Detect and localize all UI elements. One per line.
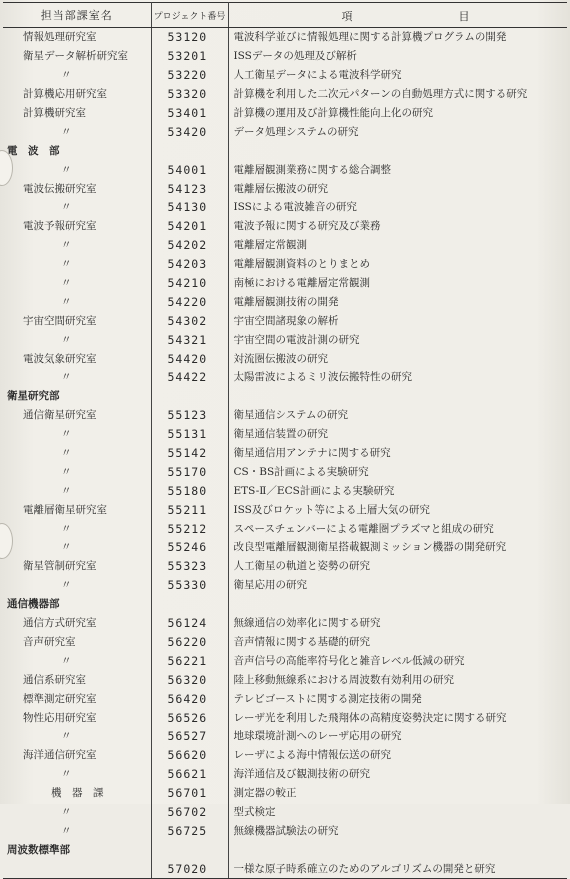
dept-cell	[3, 292, 151, 311]
table-row	[3, 444, 567, 463]
table-row	[3, 406, 567, 425]
dept-cell	[3, 141, 151, 160]
project-code: 53420	[151, 122, 228, 141]
dept-name: 〃	[61, 258, 72, 271]
table-row	[3, 85, 567, 104]
project-subject: 電波予報に関する研究及び業務	[233, 220, 381, 233]
table-row	[3, 462, 567, 481]
dept-name: 物性応用研究室	[23, 711, 97, 724]
project-subject: ISSによる電波雑音の研究	[233, 201, 357, 214]
dept-name: 衛星データ解析研究室	[23, 50, 128, 63]
table-row	[3, 670, 567, 689]
project-code: 55131	[151, 425, 228, 444]
dept-name: 宇宙空間研究室	[23, 314, 97, 327]
project-subject: 地球環境計測へのレーザ応用の研究	[233, 730, 402, 743]
dept-name: 音声研究室	[23, 635, 76, 648]
dept-cell	[3, 670, 151, 689]
project-subject: 計算機の運用及び計算機性能向上化の研究	[233, 107, 433, 119]
project-subject: 衛星通信装置の研究	[233, 428, 328, 441]
table-row	[3, 66, 567, 85]
dept-name: 計算機応用研究室	[23, 88, 107, 101]
dept-cell	[3, 765, 151, 784]
header-code: プロジェクト番号	[151, 3, 228, 28]
table-row	[3, 765, 567, 784]
project-code: 55142	[151, 444, 228, 463]
dept-cell	[3, 104, 151, 123]
dept-cell	[3, 538, 151, 557]
dept-cell	[3, 840, 151, 859]
dept-name: 〃	[61, 428, 72, 441]
project-code: 54220	[151, 292, 228, 311]
dept-cell	[3, 28, 151, 47]
header-subject-b: 目	[458, 10, 471, 23]
table-row	[3, 481, 567, 500]
dept-cell	[3, 821, 151, 840]
project-subject: 宇宙空間の電波計測の研究	[233, 333, 360, 346]
dept-name: 計算機研究室	[23, 107, 86, 119]
dept-cell	[3, 85, 151, 104]
table-row	[3, 368, 567, 387]
dept-name	[3, 863, 61, 875]
table-row	[3, 519, 567, 538]
dept-name: 〃	[61, 768, 72, 781]
table-row	[3, 746, 567, 765]
table-row	[3, 104, 567, 123]
dept-name: 電波伝搬研究室	[23, 182, 97, 195]
dept-cell	[3, 198, 151, 217]
dept-name: 〃	[61, 277, 72, 290]
project-subject: 一様な原子時系確立のためのアルゴリズムの開発と研究	[228, 859, 567, 878]
dept-name: 〃	[61, 125, 72, 138]
dept-cell	[3, 689, 151, 708]
table-row	[3, 633, 567, 652]
project-code: 55211	[151, 500, 228, 519]
table-row	[3, 274, 567, 293]
project-subject: レーザによる海中情報伝送の研究	[233, 749, 391, 762]
table-row	[3, 614, 567, 633]
project-code: 56725	[151, 821, 228, 840]
table-row	[3, 651, 567, 670]
dept-cell	[3, 784, 151, 803]
project-subject: 陸上移動無線系における周波数有効利用の研究	[233, 673, 454, 686]
dept-name: 〃	[61, 295, 72, 308]
dept-name: 情報処理研究室	[23, 31, 97, 44]
table-row	[3, 387, 567, 406]
project-subject: スペースチェンバーによる電離圏プラズマと組成の研究	[233, 522, 494, 535]
dept-cell	[3, 727, 151, 746]
project-subject: ISSデータの処理及び解析	[233, 50, 357, 63]
project-code: 56701	[151, 784, 228, 803]
table-row	[3, 689, 567, 708]
dept-name: 〃	[61, 805, 72, 818]
project-code: 56221	[151, 651, 228, 670]
table-row	[3, 821, 567, 840]
project-code	[151, 595, 228, 614]
dept-name: 〃	[61, 541, 72, 554]
table-row	[3, 311, 567, 330]
dept-cell	[3, 557, 151, 576]
table-row	[3, 255, 567, 274]
project-code: 54420	[151, 349, 228, 368]
project-code: 55323	[151, 557, 228, 576]
dept-cell	[3, 519, 151, 538]
dept-name: 〃	[61, 371, 72, 384]
dept-name: 電 波 部	[7, 144, 60, 157]
project-code: 54302	[151, 311, 228, 330]
project-subject	[228, 840, 567, 859]
project-code: 53220	[151, 66, 228, 85]
dept-name: 電離層衛星研究室	[23, 503, 107, 516]
dept-name: 標準測定研究室	[23, 692, 97, 705]
project-subject: 電波科学並びに情報処理に関する計算機プログラムの開発	[233, 31, 507, 44]
dept-name: 電波予報研究室	[23, 220, 97, 233]
table-row	[3, 292, 567, 311]
table-row	[3, 576, 567, 595]
dept-name: 通信方式研究室	[23, 617, 97, 630]
dept-cell	[3, 160, 151, 179]
project-subject	[228, 595, 567, 614]
dept-cell	[3, 406, 151, 425]
project-subject: 電離層観測資料のとりまとめ	[233, 258, 370, 271]
project-code: 56621	[151, 765, 228, 784]
dept-cell	[3, 595, 151, 614]
project-subject: 衛星通信用アンテナに関する研究	[233, 447, 391, 460]
project-subject: 音声情報に関する基礎的研究	[233, 635, 370, 648]
dept-name: 〃	[61, 163, 72, 176]
project-code: 56124	[151, 614, 228, 633]
dept-name: 〃	[61, 465, 72, 478]
dept-cell	[3, 425, 151, 444]
dept-name: 〃	[61, 522, 72, 535]
project-code: 54001	[151, 160, 228, 179]
dept-name: 〃	[61, 333, 72, 346]
project-code: 53201	[151, 47, 228, 66]
dept-cell	[3, 462, 151, 481]
dept-cell	[3, 47, 151, 66]
dept-cell	[3, 576, 151, 595]
dept-cell	[3, 255, 151, 274]
dept-cell	[3, 236, 151, 255]
table-row	[3, 349, 567, 368]
project-code: 54210	[151, 274, 228, 293]
dept-name: 通信機器部	[7, 598, 60, 611]
project-subject: 音声信号の高能率符号化と雑音レベル低減の研究	[233, 654, 465, 667]
project-code	[151, 387, 228, 406]
dept-name: 電波気象研究室	[23, 352, 97, 365]
table-row	[3, 217, 567, 236]
project-subject: データ処理システムの研究	[233, 125, 359, 138]
dept-name: 〃	[61, 654, 72, 667]
project-subject: 対流圏伝搬波の研究	[233, 352, 328, 365]
table-row	[3, 840, 567, 859]
project-subject: 南極における電離層定常観測	[233, 277, 370, 290]
project-code: 55123	[151, 406, 228, 425]
table-row	[3, 141, 567, 160]
project-code: 54123	[151, 179, 228, 198]
dept-cell	[3, 217, 151, 236]
project-subject	[228, 141, 567, 160]
project-code: 54130	[151, 198, 228, 217]
table-row	[3, 28, 567, 47]
project-code: 55246	[151, 538, 228, 557]
project-subject: 計算機を利用した二次元パターンの自動処理方式に関する研究	[233, 88, 528, 101]
dept-cell	[3, 481, 151, 500]
dept-cell	[3, 330, 151, 349]
project-subject: 人工衛星データによる電波科学研究	[233, 69, 402, 82]
table-row	[3, 727, 567, 746]
dept-cell	[3, 803, 151, 822]
project-subject: 衛星応用の研究	[233, 579, 307, 592]
project-code: 54203	[151, 255, 228, 274]
project-code	[151, 840, 228, 859]
project-code: 57020	[151, 859, 228, 878]
table-row	[3, 803, 567, 822]
dept-cell	[3, 66, 151, 85]
table-row	[3, 179, 567, 198]
project-code: 54321	[151, 330, 228, 349]
project-subject: 太陽雷波によるミリ波伝搬特性の研究	[233, 371, 412, 384]
header-subject-a: 項	[341, 10, 354, 23]
dept-name: 〃	[61, 824, 72, 837]
project-subject: 電離層観測業務に関する総合調整	[233, 163, 391, 176]
project-subject: 海洋通信及び観測技術の研究	[233, 768, 370, 781]
dept-cell	[3, 311, 151, 330]
project-subject: 電離層定常観測	[233, 239, 307, 252]
table-row	[3, 708, 567, 727]
table-row	[3, 330, 567, 349]
table-row	[3, 784, 567, 803]
project-code: 56620	[151, 746, 228, 765]
dept-cell	[3, 859, 151, 878]
dept-name: 衛星研究部	[7, 390, 60, 403]
dept-name: 衛星管制研究室	[23, 560, 97, 573]
table-row	[3, 538, 567, 557]
dept-cell	[3, 500, 151, 519]
project-subject: CS・BS計画による実験研究	[233, 465, 369, 478]
project-subject: 電離層伝搬波の研究	[233, 182, 328, 195]
header-dept: 担当部課室名	[3, 3, 151, 28]
table-row	[3, 236, 567, 255]
project-code: 55180	[151, 481, 228, 500]
dept-cell	[3, 179, 151, 198]
project-code: 55330	[151, 576, 228, 595]
dept-cell	[3, 274, 151, 293]
dept-name: 〃	[61, 484, 72, 497]
table-row	[3, 160, 567, 179]
project-table	[3, 2, 567, 879]
project-subject: レーザ光を利用した飛翔体の高精度姿勢決定に関する研究	[233, 711, 507, 724]
project-code	[151, 141, 228, 160]
project-subject: 測定器の較正	[233, 787, 297, 800]
dept-cell	[3, 387, 151, 406]
dept-cell	[3, 122, 151, 141]
header-subject	[228, 3, 567, 28]
dept-cell	[3, 746, 151, 765]
dept-name: 海洋通信研究室	[23, 749, 97, 762]
project-subject: 宇宙空間諸現象の解析	[233, 314, 339, 327]
project-subject: 電離層観測技術の開発	[233, 295, 339, 308]
dept-cell	[3, 444, 151, 463]
dept-cell	[3, 614, 151, 633]
dept-cell	[3, 633, 151, 652]
dept-name: 〃	[61, 69, 72, 82]
project-subject: 人工衛星の軌道と姿勢の研究	[233, 560, 370, 573]
project-subject: ETS-Ⅱ／ECS計画による実験研究	[233, 484, 395, 497]
project-subject: 衛星通信システムの研究	[233, 409, 348, 422]
table-row	[3, 557, 567, 576]
project-subject: 無線機器試験法の研究	[233, 824, 339, 837]
table-row	[3, 47, 567, 66]
table-row	[3, 425, 567, 444]
table-row	[3, 500, 567, 519]
dept-name: 周波数標準部	[7, 843, 70, 856]
project-code: 56220	[151, 633, 228, 652]
project-subject: 型式検定	[233, 805, 276, 818]
table-row	[3, 198, 567, 217]
dept-name: 〃	[61, 201, 72, 214]
project-code: 56526	[151, 708, 228, 727]
table-row	[3, 859, 567, 878]
project-code: 56320	[151, 670, 228, 689]
dept-cell	[3, 349, 151, 368]
project-subject: 無線通信の効率化に関する研究	[233, 617, 381, 630]
project-subject	[228, 387, 567, 406]
dept-name: 機 器 課	[51, 787, 104, 800]
project-code: 53320	[151, 85, 228, 104]
table-header-row	[3, 3, 567, 28]
project-code: 56420	[151, 689, 228, 708]
dept-cell	[3, 708, 151, 727]
table-row	[3, 122, 567, 141]
project-subject: 改良型電離層観測衛星搭載観測ミッション機器の開発研究	[233, 541, 507, 554]
dept-name: 〃	[61, 730, 72, 743]
project-code: 55170	[151, 462, 228, 481]
dept-name: 〃	[61, 447, 72, 460]
dept-name: 〃	[61, 579, 72, 592]
project-code: 56527	[151, 727, 228, 746]
table-row	[3, 595, 567, 614]
dept-name: 〃	[61, 239, 72, 252]
project-code: 53401	[151, 104, 228, 123]
project-code: 53120	[151, 28, 228, 47]
dept-name: 通信衛星研究室	[23, 409, 97, 422]
project-subject: ISS及びロケット等による上層大気の研究	[233, 503, 430, 516]
project-code: 55212	[151, 519, 228, 538]
project-code: 54201	[151, 217, 228, 236]
dept-name: 通信系研究室	[23, 673, 86, 686]
project-code: 54422	[151, 368, 228, 387]
project-code: 56702	[151, 803, 228, 822]
dept-cell	[3, 651, 151, 670]
project-code: 54202	[151, 236, 228, 255]
project-subject: テレビゴーストに関する測定技術の開発	[233, 692, 422, 705]
dept-cell	[3, 368, 151, 387]
